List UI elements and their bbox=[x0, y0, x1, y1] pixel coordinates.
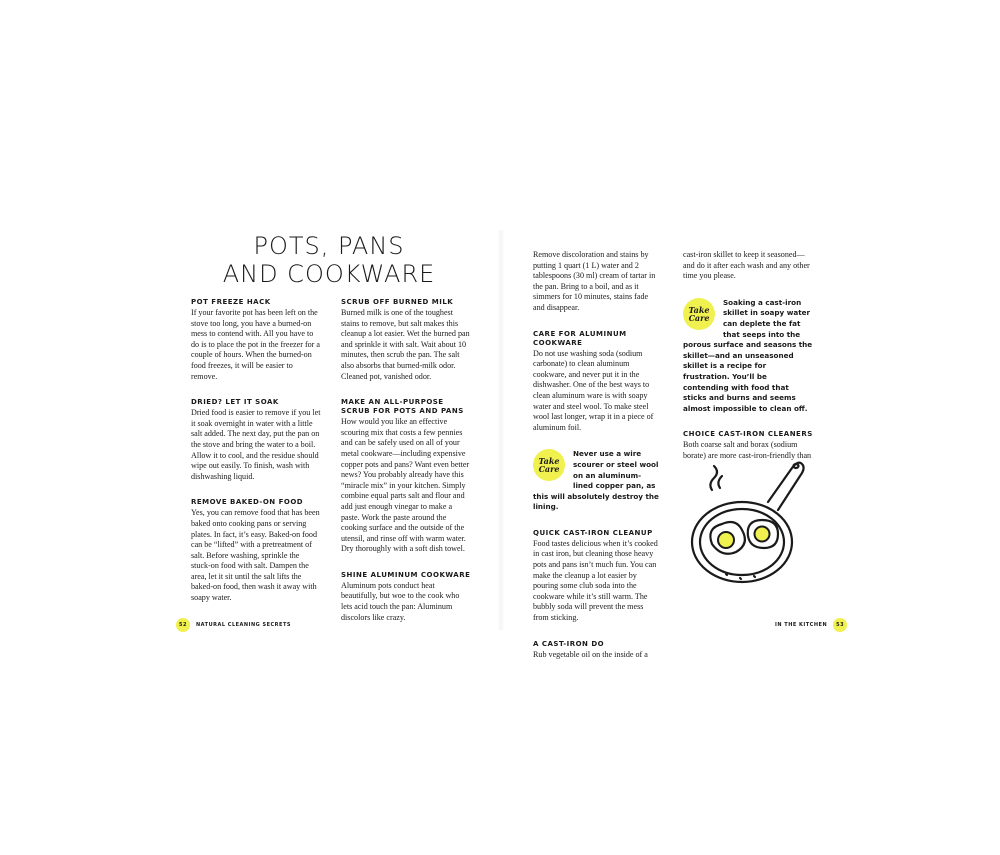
skillet-with-eggs-illustration bbox=[690, 450, 810, 600]
section-body: Aluminum pots conduct heat beautifully, but woe to the cook who lets acid touch the pan: Aluminum discolors like crazy. bbox=[341, 580, 460, 622]
section-shine-aluminum-cookware bbox=[341, 571, 472, 623]
section-heading: QUICK CAST-IRON CLEANUP bbox=[533, 528, 653, 537]
take-care-badge: Take Care bbox=[683, 298, 715, 330]
section-body: Do not use washing soda (sodium carbonate) to clean aluminum cookware, and never put it in the dishwasher. One of the best ways to clean aluminum ware is with soapy water and steel wool. To make steel wool last longer, wrap it in a piece of aluminum foil. bbox=[533, 348, 654, 432]
take-care-callout bbox=[533, 449, 660, 513]
right-column-3 bbox=[533, 250, 660, 676]
running-footer-label: IN THE KITCHEN bbox=[775, 622, 828, 628]
section-pot-freeze-hack bbox=[191, 298, 321, 382]
steam-line bbox=[710, 466, 717, 490]
left-column-1 bbox=[191, 298, 321, 620]
section-heading: DRIED? LET IT SOAK bbox=[191, 398, 279, 407]
section-heading: A CAST-IRON DO bbox=[533, 639, 605, 648]
section-body: Yes, you can remove food that has been baked onto cooking pans or serving plates. In fact, it’s easy. Baked-on food can be “lifted” with a pretreatment of salt. Before washing, sprinkle the stuck-on food with salt. Dampen the area, let it sit until the salt lifts the baked-on food, then wash it away with soapy water. bbox=[191, 508, 320, 603]
section-scrub-off-burned-milk bbox=[341, 298, 472, 382]
section-quick-cast-iron-cleanup bbox=[533, 529, 660, 624]
section-body: Remove discoloration and stains by putting 1 quart (1 L) water and 2 tablespoons (30 ml) cream of tartar in the pan. Bring to a boil, and as it simmers for 10 minutes, stains fade and disappear. bbox=[533, 250, 656, 312]
section-body: Food tastes delicious when it’s cooked in cast iron, but cleaning those heavy pots and pans isn’t much fun. You can make the cleanup a lot easier by pouring some club soda into the cookware while it’s still warm. The bubbly soda will prevent the mess from sticking. bbox=[533, 538, 658, 623]
page-title: POTS, PANS AND COOKWARE bbox=[222, 232, 436, 288]
take-care-badge: Take Care bbox=[533, 449, 565, 481]
skillet-inner bbox=[700, 509, 784, 575]
left-page-footer bbox=[170, 618, 291, 632]
section-heading: POT FREEZE HACK bbox=[191, 298, 271, 306]
section-body: Dried food is easier to remove if you let it soak overnight in water with a little salt added. The next day, put the pan on the stove and bring the water to a boil. Allow it to cool, and the residue should wipe out easily. To finish, wash with dishwashing liquid. bbox=[191, 408, 321, 481]
section-body: If your favorite pot has been left on the stove too long, you have a burned-on mess to contend with. All you have to do is to place the pot in the freezer for a couple of hours. When the burned-on food freezes, it will be easier to remove. bbox=[191, 308, 320, 381]
section-body: Both coarse salt and borax (sodium borate) are more cast-iron-friendly than bbox=[683, 440, 812, 460]
section-body: Rub vegetable oil on the inside of a bbox=[533, 649, 648, 659]
section-heading: SHINE ALUMINUM COOKWARE bbox=[341, 570, 471, 579]
section-body: How would you like an effective scouring mix that costs a few pennies and can be safely used on all of your metal cookware—including expensive copper pots and pans? Want even better news? You probably already have this “miracle mix” in your kitchen. Simply combine equal parts salt and flour and add just enough vinegar to make a paste. Work the paste around the cooking surface and the outside of the utensil, and rinse off with warm water. Dry thoroughly with a soft dish towel. bbox=[341, 417, 470, 554]
section-body: cast-iron skillet to keep it seasoned—and do it after each wash and any other time you please. bbox=[683, 250, 810, 281]
section-dried-let-it-soak bbox=[191, 398, 321, 482]
page-gutter bbox=[497, 230, 505, 630]
page-number: 53 bbox=[833, 618, 847, 632]
take-care-callout bbox=[683, 298, 813, 415]
right-page-footer bbox=[775, 618, 853, 632]
section-body: Burned milk is one of the toughest stains to remove, but salt makes this cleanup a lot easier. Wet the burned pan and sprinkle it with salt. Wait about 10 minutes, then scrub the pan. The salt also absorbs that burned-milk odor. Cleaned pot, vanished odor. bbox=[341, 308, 470, 381]
skillet-handle bbox=[768, 463, 804, 510]
section-care-for-aluminum bbox=[533, 330, 660, 434]
continued-text bbox=[683, 250, 813, 282]
section-heading: MAKE AN ALL-PURPOSE SCRUB FOR POTS AND PANS bbox=[341, 398, 464, 416]
running-footer-label: NATURAL CLEANING SECRETS bbox=[196, 622, 291, 628]
egg-yolk bbox=[755, 527, 770, 542]
section-heading: CHOICE CAST-IRON CLEANERS bbox=[683, 430, 813, 439]
section-a-cast-iron-do bbox=[533, 640, 660, 661]
continued-text bbox=[533, 250, 660, 314]
section-heading: SCRUB OFF BURNED MILK bbox=[341, 298, 454, 306]
section-heading: CARE FOR ALUMINUM COOKWARE bbox=[533, 329, 627, 347]
page-number: 52 bbox=[176, 618, 190, 632]
right-column-4 bbox=[683, 250, 813, 478]
section-all-purpose-scrub bbox=[341, 398, 472, 555]
handle-hole bbox=[794, 464, 799, 468]
left-column-2 bbox=[341, 298, 472, 639]
take-care-text: Never use a wire scourer or steel wool on an aluminum-lined copper pan, as this will absolutely destroy the lining. bbox=[533, 449, 659, 512]
take-care-text: Soaking a cast-iron skillet in soapy water can deplete the fat that seeps into the porous surface and seasons the skillet—and an unseasoned skillet is a recipe for frustration. You’ll be contending with food that sticks and burns and seems almost impossible to clean off. bbox=[683, 297, 813, 413]
section-remove-baked-on-food bbox=[191, 498, 321, 603]
steam-line bbox=[718, 476, 722, 488]
egg-yolk bbox=[718, 532, 734, 548]
section-heading: REMOVE BAKED-ON FOOD bbox=[191, 498, 304, 507]
